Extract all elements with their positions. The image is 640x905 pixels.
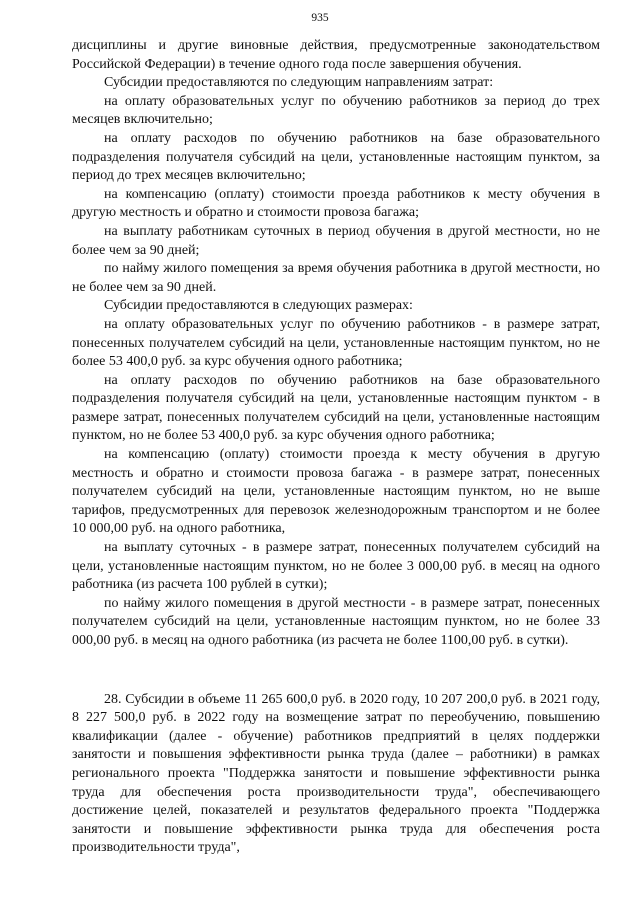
page-number: 935 bbox=[311, 12, 329, 24]
paragraph-section-28: 28. Субсидии в объеме 11 265 600,0 руб. в 2020 году, 10 207 200,0 руб. в 2021 году, 8 227 500,0 руб. в 2022 году на возмещение затрат по переобучению, повышению квалификации (далее - обучение) работников предприятий в целях поддержки занятости и повышения эффективности рынка труда (далее – работники) в рамках регионального проекта "Поддержка занятости и повышение эффективности рынка труда для обеспечения роста производительности труда", обеспечивающего достижение целей, показателей и результатов федерального проекта "Поддержка занятости и повышение эффективности рынка труда для обеспечения роста производительности труда", bbox=[72, 691, 600, 856]
paragraph-direction-housing: по найму жилого помещения за время обучения работника в другой местности, но не более чем за 90 дней. bbox=[72, 261, 600, 295]
paragraph-direction-per-diem: на выплату работникам суточных в период обучения в другой местности, но не более чем за 90 дней; bbox=[72, 223, 600, 258]
paragraph-amount-per-diem: на выплату суточных - в размере затрат, понесенных получателем субсидий на цели, установленные настоящим пунктом, но не более 3 000,00 руб. в месяц на одного работника (из расчета 100 рублей в сутки); bbox=[72, 540, 600, 593]
paragraph-amount-education: на оплату образовательных услуг по обучению работников - в размере затрат, понесенных получателем субсидий на цели, установленные настоящим пунктом, но не более 53 400,0 руб. за курс обучения одного работника; bbox=[72, 316, 600, 370]
paragraph-amount-housing: по найму жилого помещения в другой местности - в размере затрат, понесенных получателем субсидий на цели, установленные настоящим пунктом, но не более 33 000,00 руб. в месяц на одного работника (из расчета не более 1100,00 руб. в сутки). bbox=[72, 595, 600, 648]
paragraph-direction-education: на оплату образовательных услуг по обучению работников за период до трех месяцев включительно; bbox=[72, 93, 600, 128]
paragraph-amounts-intro: Субсидии предоставляются в следующих размерах: bbox=[104, 298, 413, 314]
paragraph-direction-travel: на компенсацию (оплату) стоимости проезда работников к месту обучения в другую местность и обратно и стоимости провоза багажа; bbox=[72, 186, 600, 221]
paragraph-amount-travel: на компенсацию (оплату) стоимости проезда к месту обучения в другую местность и обратно и стоимости провоза багажа - в размере затрат, понесенных получателем субсидий на цели, установленные настоящим пунктом, но не выше тарифов, предусмотренных для перевозок железнодорожным транспортом и не более 10 000,00 руб. на одного работника, bbox=[72, 447, 600, 537]
paragraph-direction-internal-training: на оплату расходов по обучению работников на базе образовательного подразделения получателя субсидий на цели, установленные настоящим пунктом, за период до трех месяцев включительно; bbox=[72, 130, 600, 184]
paragraph-amount-internal-training: на оплату расходов по обучению работников на базе образовательного подразделения получателя субсидий на цели, установленные настоящим пунктом - в размере затрат, понесенных получателем субсидий на цели, установленные настоящим пунктом, но не более 53 400,0 руб. за курс обучения одного работника; bbox=[72, 372, 600, 444]
paragraph-directions-intro: Субсидии предоставляются по следующим направлениям затрат: bbox=[104, 75, 494, 91]
document-body bbox=[72, 37, 600, 858]
paragraph-continuation: дисциплины и другие виновные действия, предусмотренные законодательством Российской Федерации) в течение одного года после завершения обучения. bbox=[72, 38, 600, 72]
